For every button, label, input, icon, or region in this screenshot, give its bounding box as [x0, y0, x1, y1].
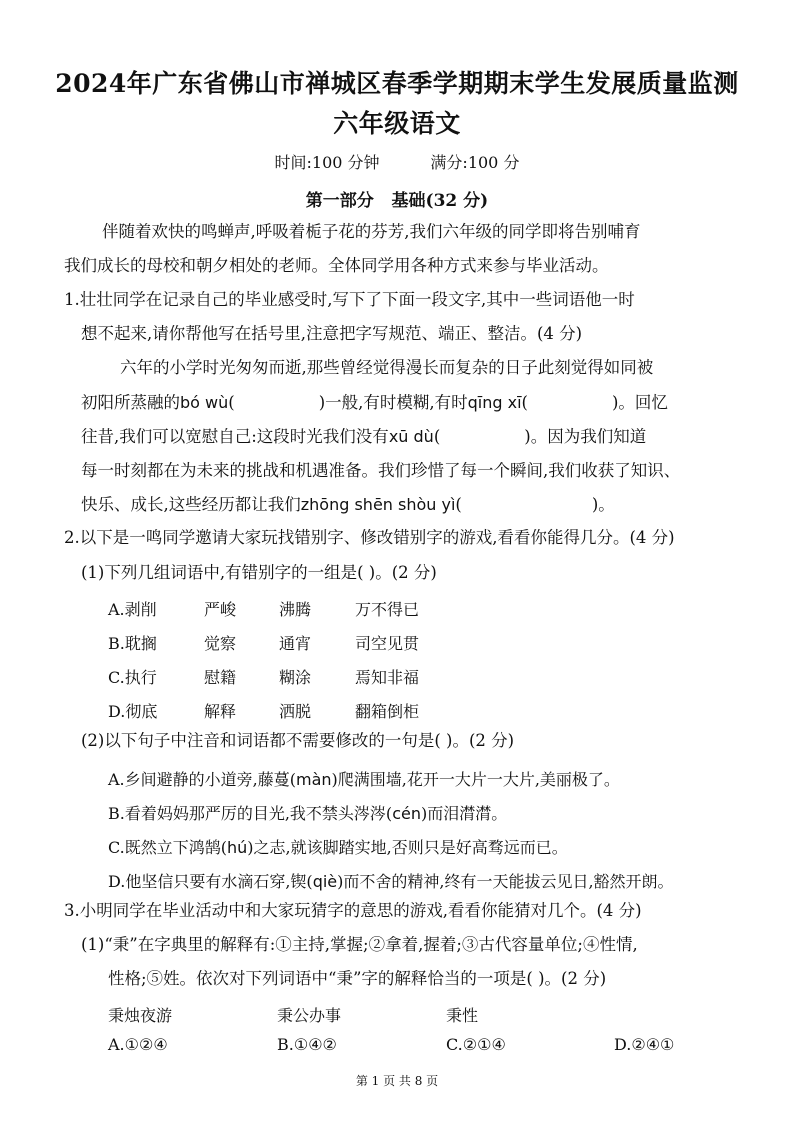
q1-passage-line-2: 初阳所蒸融的bó wù( )一般,有时模糊,有时qīng xī( )。回忆	[81, 393, 668, 412]
pinyin-bo-wu: bó wù	[180, 393, 229, 412]
exam-subtitle: 六年级语文	[333, 109, 461, 138]
exam-meta	[0, 150, 794, 173]
q3-sub1-line-1: (1)“秉”在字典里的解释有:①主持,掌握;②拿着,握着;③古代容量单位;④性情,	[81, 935, 638, 954]
q1-passage-line-1: 六年的小学时光匆匆而逝,那些曾经觉得漫长而复杂的日子此刻觉得如同被	[120, 358, 654, 377]
q3-sub1-line-2: 性格;⑤姓。依次对下列词语中“秉”字的解释恰当的一项是( )。(2 分)	[108, 969, 607, 988]
q3-word-3: 秉性	[446, 1006, 479, 1025]
q2-sub2-option-c[interactable]: C.既然立下鸿鹄(hú)之志,就该脚踏实地,否则只是好高骛远而已。	[108, 838, 568, 857]
q3-word-1: 秉烛夜游	[108, 1006, 173, 1025]
q2-sub1-option-c-word4: 焉知非福	[355, 668, 420, 687]
q2-sub1-stem: (1)下列几组词语中,有错别字的一组是( )。(2 分)	[81, 563, 437, 582]
full-score: 满分:100 分	[430, 153, 520, 172]
q3-word-2: 秉公办事	[277, 1006, 342, 1025]
q2-stem: 2.以下是一鸣同学邀请大家玩找错别字、修改错别字的游戏,看看你能得几分。(4 分)	[64, 528, 675, 547]
q2-sub1-option-c-word3: 糊涂	[279, 668, 312, 687]
q1-stem-line-1: 1.壮壮同学在记录自己的毕业感受时,写下了下面一段文字,其中一些词语他一时	[64, 290, 635, 309]
q1-stem-line-2: 想不起来,请你帮他写在括号里,注意把字写规范、端正、整洁。(4 分)	[81, 324, 583, 343]
q2-sub2-option-a[interactable]: A.乡间避静的小道旁,藤蔓(màn)爬满围墙,花开一大片一大片,美丽极了。	[108, 770, 620, 789]
q3-stem: 3.小明同学在毕业活动中和大家玩猜字的意思的游戏,看看你能猜对几个。(4 分)	[64, 901, 642, 920]
intro-line-2: 我们成长的母校和朝夕相处的老师。全体同学用各种方式来参与毕业活动。	[64, 256, 609, 275]
q2-sub1-option-b-word2: 觉察	[204, 634, 237, 653]
q2-sub1-option-c-word1[interactable]: C.执行	[108, 668, 157, 687]
q3-option-b[interactable]: B.①④②	[277, 1035, 337, 1054]
q2-sub1-option-a-word1[interactable]: A.剥削	[108, 600, 157, 619]
q2-sub1-option-c-word2: 慰籍	[204, 668, 237, 687]
q2-sub1-option-d-word1[interactable]: D.彻底	[108, 702, 158, 721]
q2-sub1-option-a-word4: 万不得已	[355, 600, 420, 619]
q3-option-d[interactable]: D.②④①	[614, 1035, 675, 1054]
pinyin-zhong-shen-shou-yi: zhōng shēn shòu yì	[300, 495, 456, 514]
intro-line-1: 伴随着欢快的鸣蝉声,呼吸着栀子花的芬芳,我们六年级的同学即将告别哺育	[102, 222, 641, 241]
q3-option-c[interactable]: C.②①④	[446, 1035, 506, 1054]
q1-passage-line-4: 每一时刻都在为未来的挑战和机遇准备。我们珍惜了每一个瞬间,我们收获了知识、	[81, 461, 681, 480]
q2-sub1-option-b-word1[interactable]: B.耽搁	[108, 634, 157, 653]
exam-title: 2024年广东省佛山市禅城区春季学期期末学生发展质量监测	[55, 69, 739, 98]
q1-passage-line-5: 快乐、成长,这些经历都让我们zhōng shēn shòu yì( )。	[81, 495, 615, 514]
q2-sub2-option-b[interactable]: B.看着妈妈那严厉的目光,我不禁头涔涔(cén)而泪潸潸。	[108, 804, 508, 823]
page-footer: 第 1 页 共 8 页	[355, 1074, 439, 1088]
pinyin-qing-xi: qīng xī	[467, 393, 522, 412]
q2-sub2-stem: (2)以下句子中注音和词语都不需要修改的一句是( )。(2 分)	[81, 731, 515, 750]
time-limit: 时间:100 分钟	[274, 153, 380, 172]
pinyin-xu-du: xū dù	[388, 427, 434, 446]
q2-sub1-option-d-word4: 翻箱倒柜	[355, 702, 420, 721]
q3-option-a[interactable]: A.①②④	[108, 1035, 168, 1054]
q1-passage-line-3: 往昔,我们可以宽慰自己:这段时光我们没有xū dù( )。因为我们知道	[81, 427, 647, 446]
q2-sub1-option-b-word3: 通宵	[279, 634, 312, 653]
q2-sub1-option-a-word3: 沸腾	[279, 600, 312, 619]
q2-sub2-option-d[interactable]: D.他坚信只要有水滴石穿,锲(qiè)而不舍的精神,终有一天能拔云见日,豁然开朗。	[108, 872, 674, 891]
q2-sub1-option-b-word4: 司空见贯	[355, 634, 420, 653]
q2-sub1-option-d-word2: 解释	[204, 702, 237, 721]
q2-sub1-option-a-word2: 严峻	[204, 600, 237, 619]
section-title: 第一部分 基础(32 分)	[305, 191, 489, 211]
q2-sub1-option-d-word3: 洒脱	[279, 702, 312, 721]
